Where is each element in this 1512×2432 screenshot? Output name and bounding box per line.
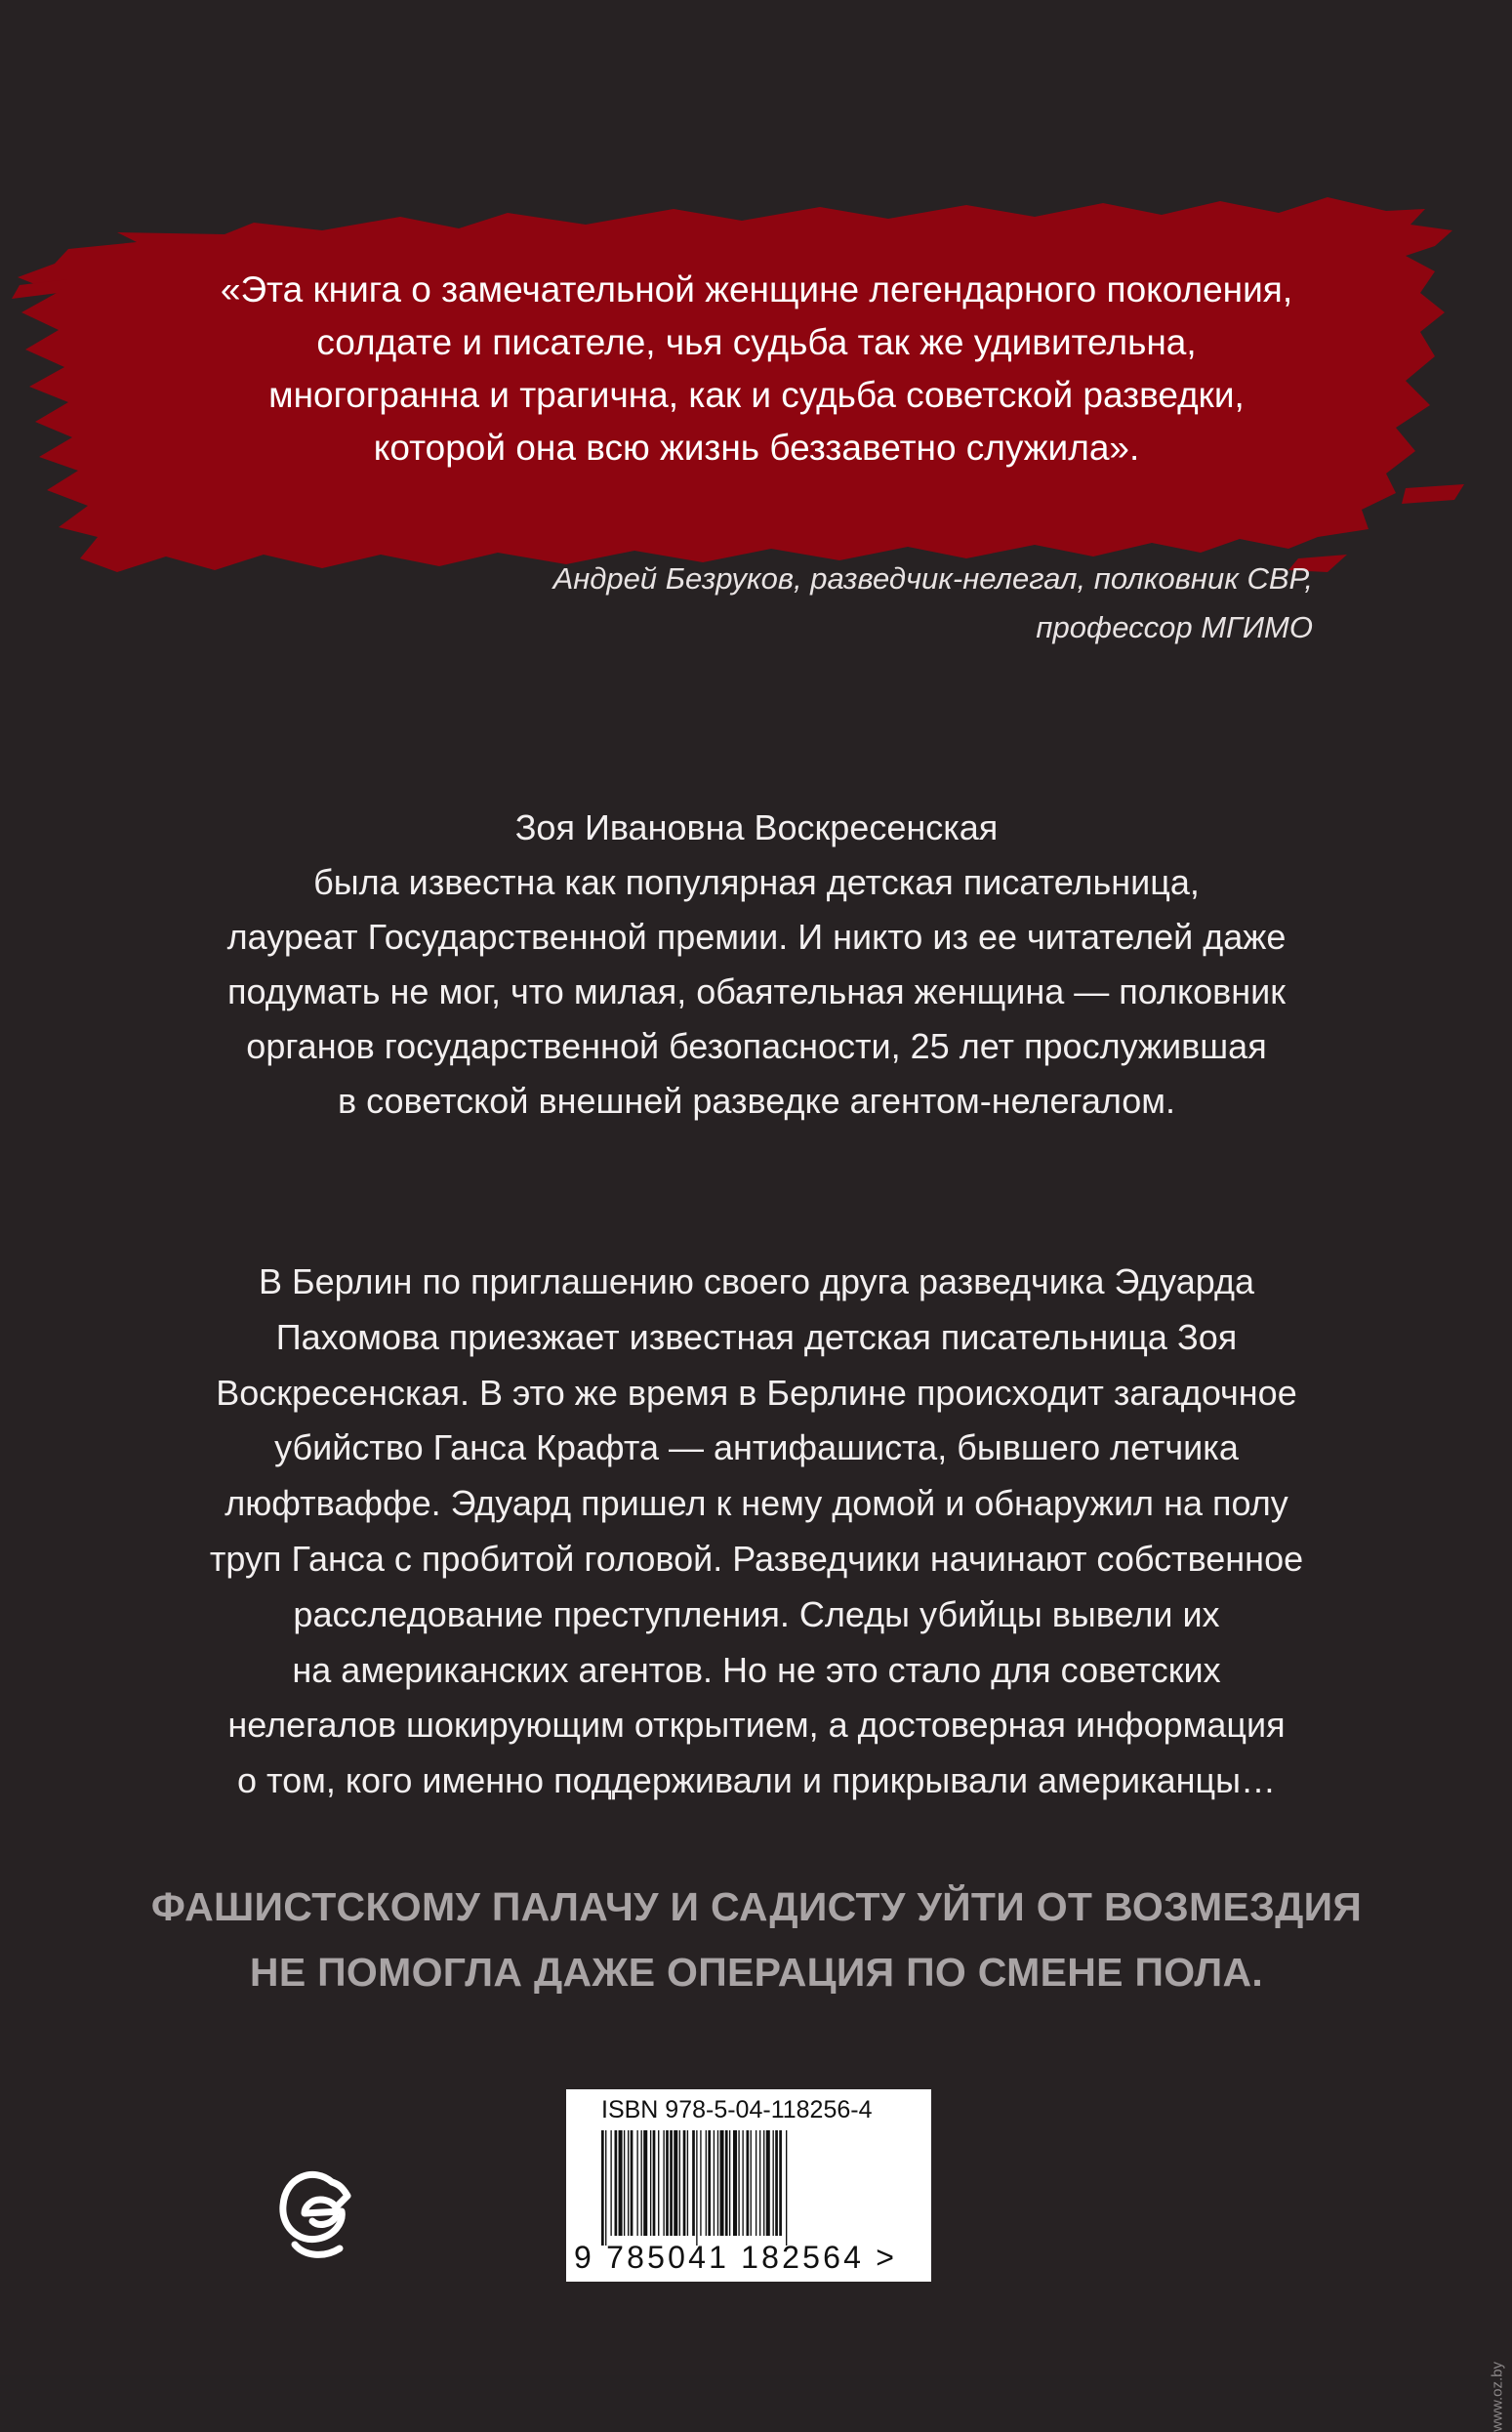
barcode-bar [692,2130,695,2236]
barcode-bar [706,2130,707,2236]
barcode-bar [610,2130,611,2236]
barcode-bar [759,2130,760,2236]
synopsis-line: убийство Ганса Крафта — антифашиста, бывшего летчика [274,1427,1239,1468]
barcode-bar [742,2130,743,2236]
barcode-bar [779,2130,782,2236]
barcode-bar [738,2130,739,2236]
bio-line: была известна как популярная детская писательница, [313,862,1200,902]
isbn-label: ISBN 978-5-04-118256-4 [601,2096,873,2123]
quote-line: солдате и писателе, чья судьба так же удивительна, [316,322,1197,362]
barcode-bar [641,2130,642,2236]
barcode-bar [670,2130,673,2236]
barcode-bar [650,2130,651,2236]
tagline-line: НЕ ПОМОГЛА ДАЖЕ ОПЕРАЦИЯ ПО СМЕНЕ ПОЛА. [249,1950,1264,1995]
barcode-bar [717,2130,718,2236]
barcode-bar [653,2130,656,2236]
isbn-barcode [566,2089,931,2282]
barcode-bar [763,2130,764,2236]
barcode-bar [663,2130,664,2236]
bio-line: Зоя Ивановна Воскресенская [514,807,999,847]
barcode-bar [720,2130,724,2236]
barcode-bar [628,2130,629,2236]
barcode-bar [714,2130,715,2236]
barcode-bar [636,2130,637,2236]
eksmo-e-logo-icon [275,2163,355,2260]
barcode-bar [643,2130,647,2236]
barcode-bar [786,2130,787,2246]
barcode-bar [725,2130,728,2236]
barcode-bar [766,2130,770,2236]
watermark: www.oz.by [1490,2362,1506,2432]
barcode-bar [674,2130,677,2236]
quote-line: многогранна и трагична, как и судьба советской разведки, [268,375,1245,415]
barcode-bar [700,2130,701,2236]
barcode-bar [605,2130,606,2246]
synopsis-line: В Берлин по приглашению своего друга разведчика Эдуарда [258,1261,1255,1301]
barcode-bar [729,2130,730,2236]
bio-line: органов государственной безопасности, 25 лет прослужившая [246,1026,1267,1066]
barcode-bar [679,2130,680,2236]
attribution-line: профессор МГИМО [1036,610,1313,644]
synopsis-line: Пахомова приезжает известная детская писательница Зоя [275,1316,1238,1357]
barcode-bar [658,2130,659,2236]
barcode-bar [666,2130,669,2236]
barcode-bar [683,2130,686,2236]
barcode-bar [624,2130,625,2236]
barcode-bar [747,2130,750,2236]
barcode-bar [619,2130,623,2236]
review-quote [166,264,1347,474]
bio-line: в советской внешней разведке агентом-нелегалом. [337,1081,1176,1121]
barcode-bar [601,2130,604,2246]
synopsis-line: на американских агентов. Но не это стало для советских [292,1649,1221,1690]
author-bio-paragraph [59,801,1454,1129]
synopsis-line: люфтваффе. Эдуард пришел к нему домой и обнаружил на полу [225,1483,1288,1524]
barcode-bar [615,2130,618,2236]
barcode-bar [733,2130,737,2236]
synopsis-line: расследование преступления. Следы убийцы вывели их [293,1593,1220,1634]
barcode-bar [775,2130,778,2236]
barcode-bar [751,2130,752,2236]
quote-line: которой она всю жизнь беззаветно служила». [373,428,1140,468]
synopsis-line: труп Ганса с пробитой головой. Разведчики начинают собственное [209,1538,1304,1579]
synopsis-line: нелегалов шокирующим открытием, а достоверная информация [227,1705,1286,1746]
quote-attribution [293,555,1313,652]
barcode-bar [708,2130,711,2236]
attribution-line: Андрей Безруков, разведчик-нелегал, полковник СВР, [552,561,1313,596]
barcode-bar [687,2130,688,2236]
barcode-bar [696,2130,697,2246]
synopsis-line: о том, кого именно поддерживали и прикрывали американцы… [236,1760,1277,1801]
quote-line: «Эта книга о замечательной женщине легендарного поколения, [220,269,1293,309]
barcode-digits: 9 785041 182564 > [574,2240,898,2275]
barcode-bar [773,2130,774,2236]
tagline-line: ФАШИСТСКОМУ ПАЛАЧУ И САДИСТУ УЙТИ ОТ ВОЗМЕЗДИЯ [150,1884,1363,1929]
tagline [59,1875,1454,2005]
bio-line: подумать не мог, что милая, обаятельная женщина — полковник [226,971,1286,1011]
barcode-bar [631,2130,633,2236]
bio-line: лауреат Государственной премии. И никто из ее читателей даже [226,917,1287,957]
synopsis-line: Воскресенская. В это же время в Берлине происходит загадочное [216,1372,1297,1413]
synopsis-paragraph [59,1255,1454,1809]
